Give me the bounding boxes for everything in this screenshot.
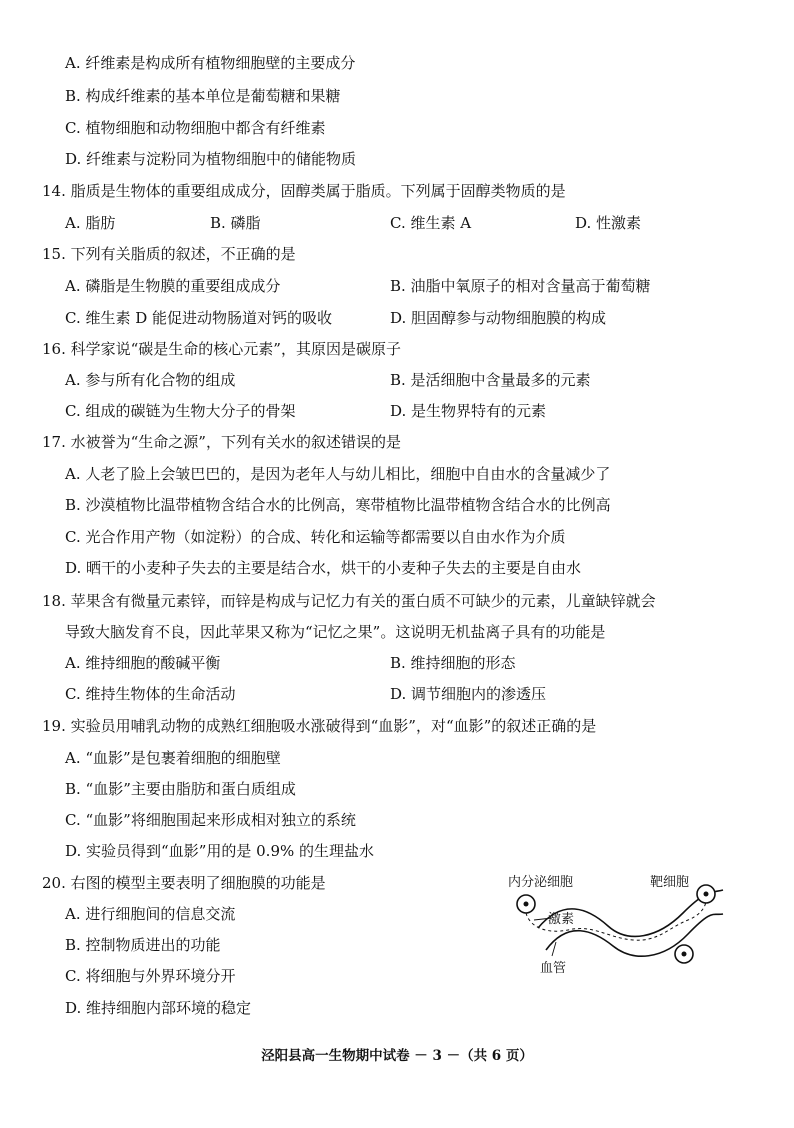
q20-option-c: C. 将细胞与外界环境分开 — [65, 967, 236, 985]
q18-option-a: A. 维持细胞的酸碱平衡 — [65, 654, 221, 672]
q17-option-a: A. 人老了脸上会皱巴巴的，是因为老年人与幼儿相比，细胞中自由水的含量减少了 — [65, 465, 611, 483]
q19-option-d: D. 实验员得到“血影”用的是 0.9% 的生理盐水 — [65, 842, 375, 860]
target-cell-nucleus — [704, 892, 709, 897]
q13-option-a: A. 纤维素是构成所有植物细胞壁的主要成分 — [65, 54, 356, 72]
q14-option-d: D. 性激素 — [575, 214, 642, 232]
q17-option-c: C. 光合作用产物（如淀粉）的合成、转化和运输等都需要以自由水作为介质 — [65, 528, 566, 546]
q18-stem-line2: 导致大脑发育不良，因此苹果又称为“记忆之果”。这说明无机盐离子具有的功能是 — [65, 623, 606, 641]
q18-stem-line1: 18. 苹果含有微量元素锌，而锌是构成与记忆力有关的蛋白质不可缺少的元素，儿童缺锌就会 — [42, 592, 656, 610]
cell-signaling-diagram — [508, 868, 728, 980]
q19-option-c: C. “血影”将细胞围起来形成相对独立的系统 — [65, 811, 356, 829]
q19-stem: 19. 实验员用哺乳动物的成熟红细胞吸水涨破得到“血影”，对“血影”的叙述正确的是 — [42, 717, 597, 735]
q15-option-c: C. 维生素 D 能促进动物肠道对钙的吸收 — [65, 309, 333, 327]
q15-option-d: D. 胆固醇参与动物细胞膜的构成 — [390, 309, 607, 327]
q14-option-c: C. 维生素 A — [390, 214, 472, 232]
page-footer: 泾阳县高一生物期中试卷 － 3 －（共 6 页） — [261, 1048, 533, 1064]
endocrine-cell-nucleus — [524, 902, 529, 907]
q20-option-a: A. 进行细胞间的信息交流 — [65, 905, 236, 923]
endocrine-cell-label: 内分泌细胞 — [508, 875, 574, 890]
q14-option-a: A. 脂肪 — [65, 214, 116, 232]
blood-vessel-label: 血管 — [540, 961, 567, 976]
hormone-label: 激素 — [548, 912, 575, 927]
q15-option-b: B. 油脂中氧原子的相对含量高于葡萄糖 — [390, 277, 651, 295]
q16-stem: 16. 科学家说“碳是生命的核心元素”，其原因是碳原子 — [42, 340, 401, 358]
q16-option-b: B. 是活细胞中含量最多的元素 — [390, 371, 591, 389]
q16-option-a: A. 参与所有化合物的组成 — [65, 371, 236, 389]
target-cell-label: 靶细胞 — [650, 875, 690, 890]
q13-option-d: D. 纤维素与淀粉同为植物细胞中的储能物质 — [65, 150, 357, 168]
q19-option-b: B. “血影”主要由脂肪和蛋白质组成 — [65, 780, 296, 798]
q16-option-c: C. 组成的碳链为生物大分子的骨架 — [65, 402, 296, 420]
q13-option-b: B. 构成纤维素的基本单位是葡萄糖和果糖 — [65, 87, 341, 105]
q17-option-b: B. 沙漠植物比温带植物含结合水的比例高，寒带植物比温带植物含结合水的比例高 — [65, 496, 611, 514]
q18-option-c: C. 维持生物体的生命活动 — [65, 685, 236, 703]
q20-stem: 20. 右图的模型主要表明了细胞膜的功能是 — [42, 874, 326, 892]
q20-option-b: B. 控制物质进出的功能 — [65, 936, 221, 954]
q19-option-a: A. “血影”是包裹着细胞的细胞壁 — [65, 749, 281, 767]
q15-stem: 15. 下列有关脂质的叙述，不正确的是 — [42, 245, 296, 263]
q14-option-b: B. 磷脂 — [210, 214, 261, 232]
q17-stem: 17. 水被誉为“生命之源”，下列有关水的叙述错误的是 — [42, 433, 401, 451]
vessel-pointer-line — [552, 942, 556, 956]
q17-option-d: D. 晒干的小麦种子失去的主要是结合水，烘干的小麦种子失去的主要是自由水 — [65, 559, 582, 577]
other-cell-nucleus — [682, 952, 687, 957]
q15-option-a: A. 磷脂是生物膜的重要组成成分 — [65, 277, 281, 295]
q14-stem: 14. 脂质是生物体的重要组成成分，固醇类属于脂质。下列属于固醇类物质的是 — [42, 182, 566, 200]
q16-option-d: D. 是生物界特有的元素 — [390, 402, 547, 420]
q18-option-b: B. 维持细胞的形态 — [390, 654, 516, 672]
q13-option-c: C. 植物细胞和动物细胞中都含有纤维素 — [65, 119, 326, 137]
q20-option-d: D. 维持细胞内部环境的稳定 — [65, 999, 252, 1017]
q18-option-d: D. 调节细胞内的渗透压 — [390, 685, 547, 703]
